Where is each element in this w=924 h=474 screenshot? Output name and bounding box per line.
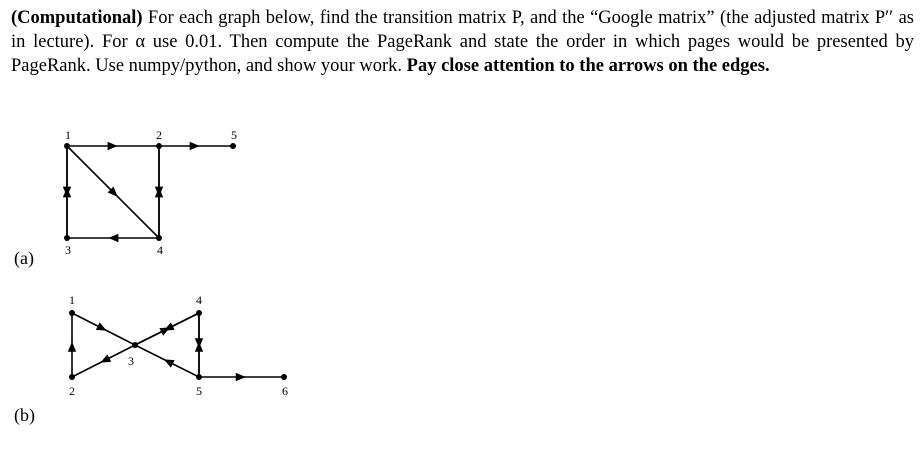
problem-emphasis: Pay close attention to the arrows on the edges. xyxy=(406,56,770,76)
graph-a-node-label-2: 2 xyxy=(156,128,162,142)
graph-b-node-label-5: 5 xyxy=(196,384,202,398)
graph-a-node-label-3: 3 xyxy=(65,243,71,257)
graph-a-node-label-1: 1 xyxy=(65,128,71,142)
graph-b-edge-5-6 xyxy=(199,373,284,381)
graph-b-edge-2-1 xyxy=(68,313,76,377)
graph-b-node-label-2: 2 xyxy=(69,384,75,398)
graph-b-edge-5-4 xyxy=(195,313,203,377)
graph-b-node-label-3: 3 xyxy=(128,354,134,368)
graph-b-node-5 xyxy=(196,374,202,380)
graph-b-node-4 xyxy=(196,310,202,316)
graph-b-node-3 xyxy=(132,342,138,348)
graph-b-edge-5-3 xyxy=(135,345,199,377)
graph-b-node-6 xyxy=(281,374,287,380)
problem-body: For each graph below, find the transition matrix P, and the “Google matrix” (the adjusted matrix P′′ as in lecture). For α use 0.01. Then compute the PageRank and state the order in which pages would be presented by PageRank. Use numpy/python, and show your work. xyxy=(11,8,914,76)
graph-b-edge-4-3 xyxy=(135,313,199,345)
graph-b-edge-1-3 xyxy=(72,313,135,345)
graph-a-node-label-4: 4 xyxy=(157,243,163,257)
graph-b-node-2 xyxy=(69,374,75,380)
graph-b-node-label-1: 1 xyxy=(69,293,75,307)
graph-a-label: (a) xyxy=(14,248,34,268)
graph-b-edge-3-2 xyxy=(72,345,135,377)
graph-a-node-label-5: 5 xyxy=(231,128,237,142)
graph-b-node-label-4: 4 xyxy=(196,293,202,307)
graph-b-label: (b) xyxy=(14,405,35,425)
graph-b-node-label-6: 6 xyxy=(282,384,288,398)
graph-b-node-1 xyxy=(69,310,75,316)
problem-lead: (Computational) xyxy=(11,8,143,28)
